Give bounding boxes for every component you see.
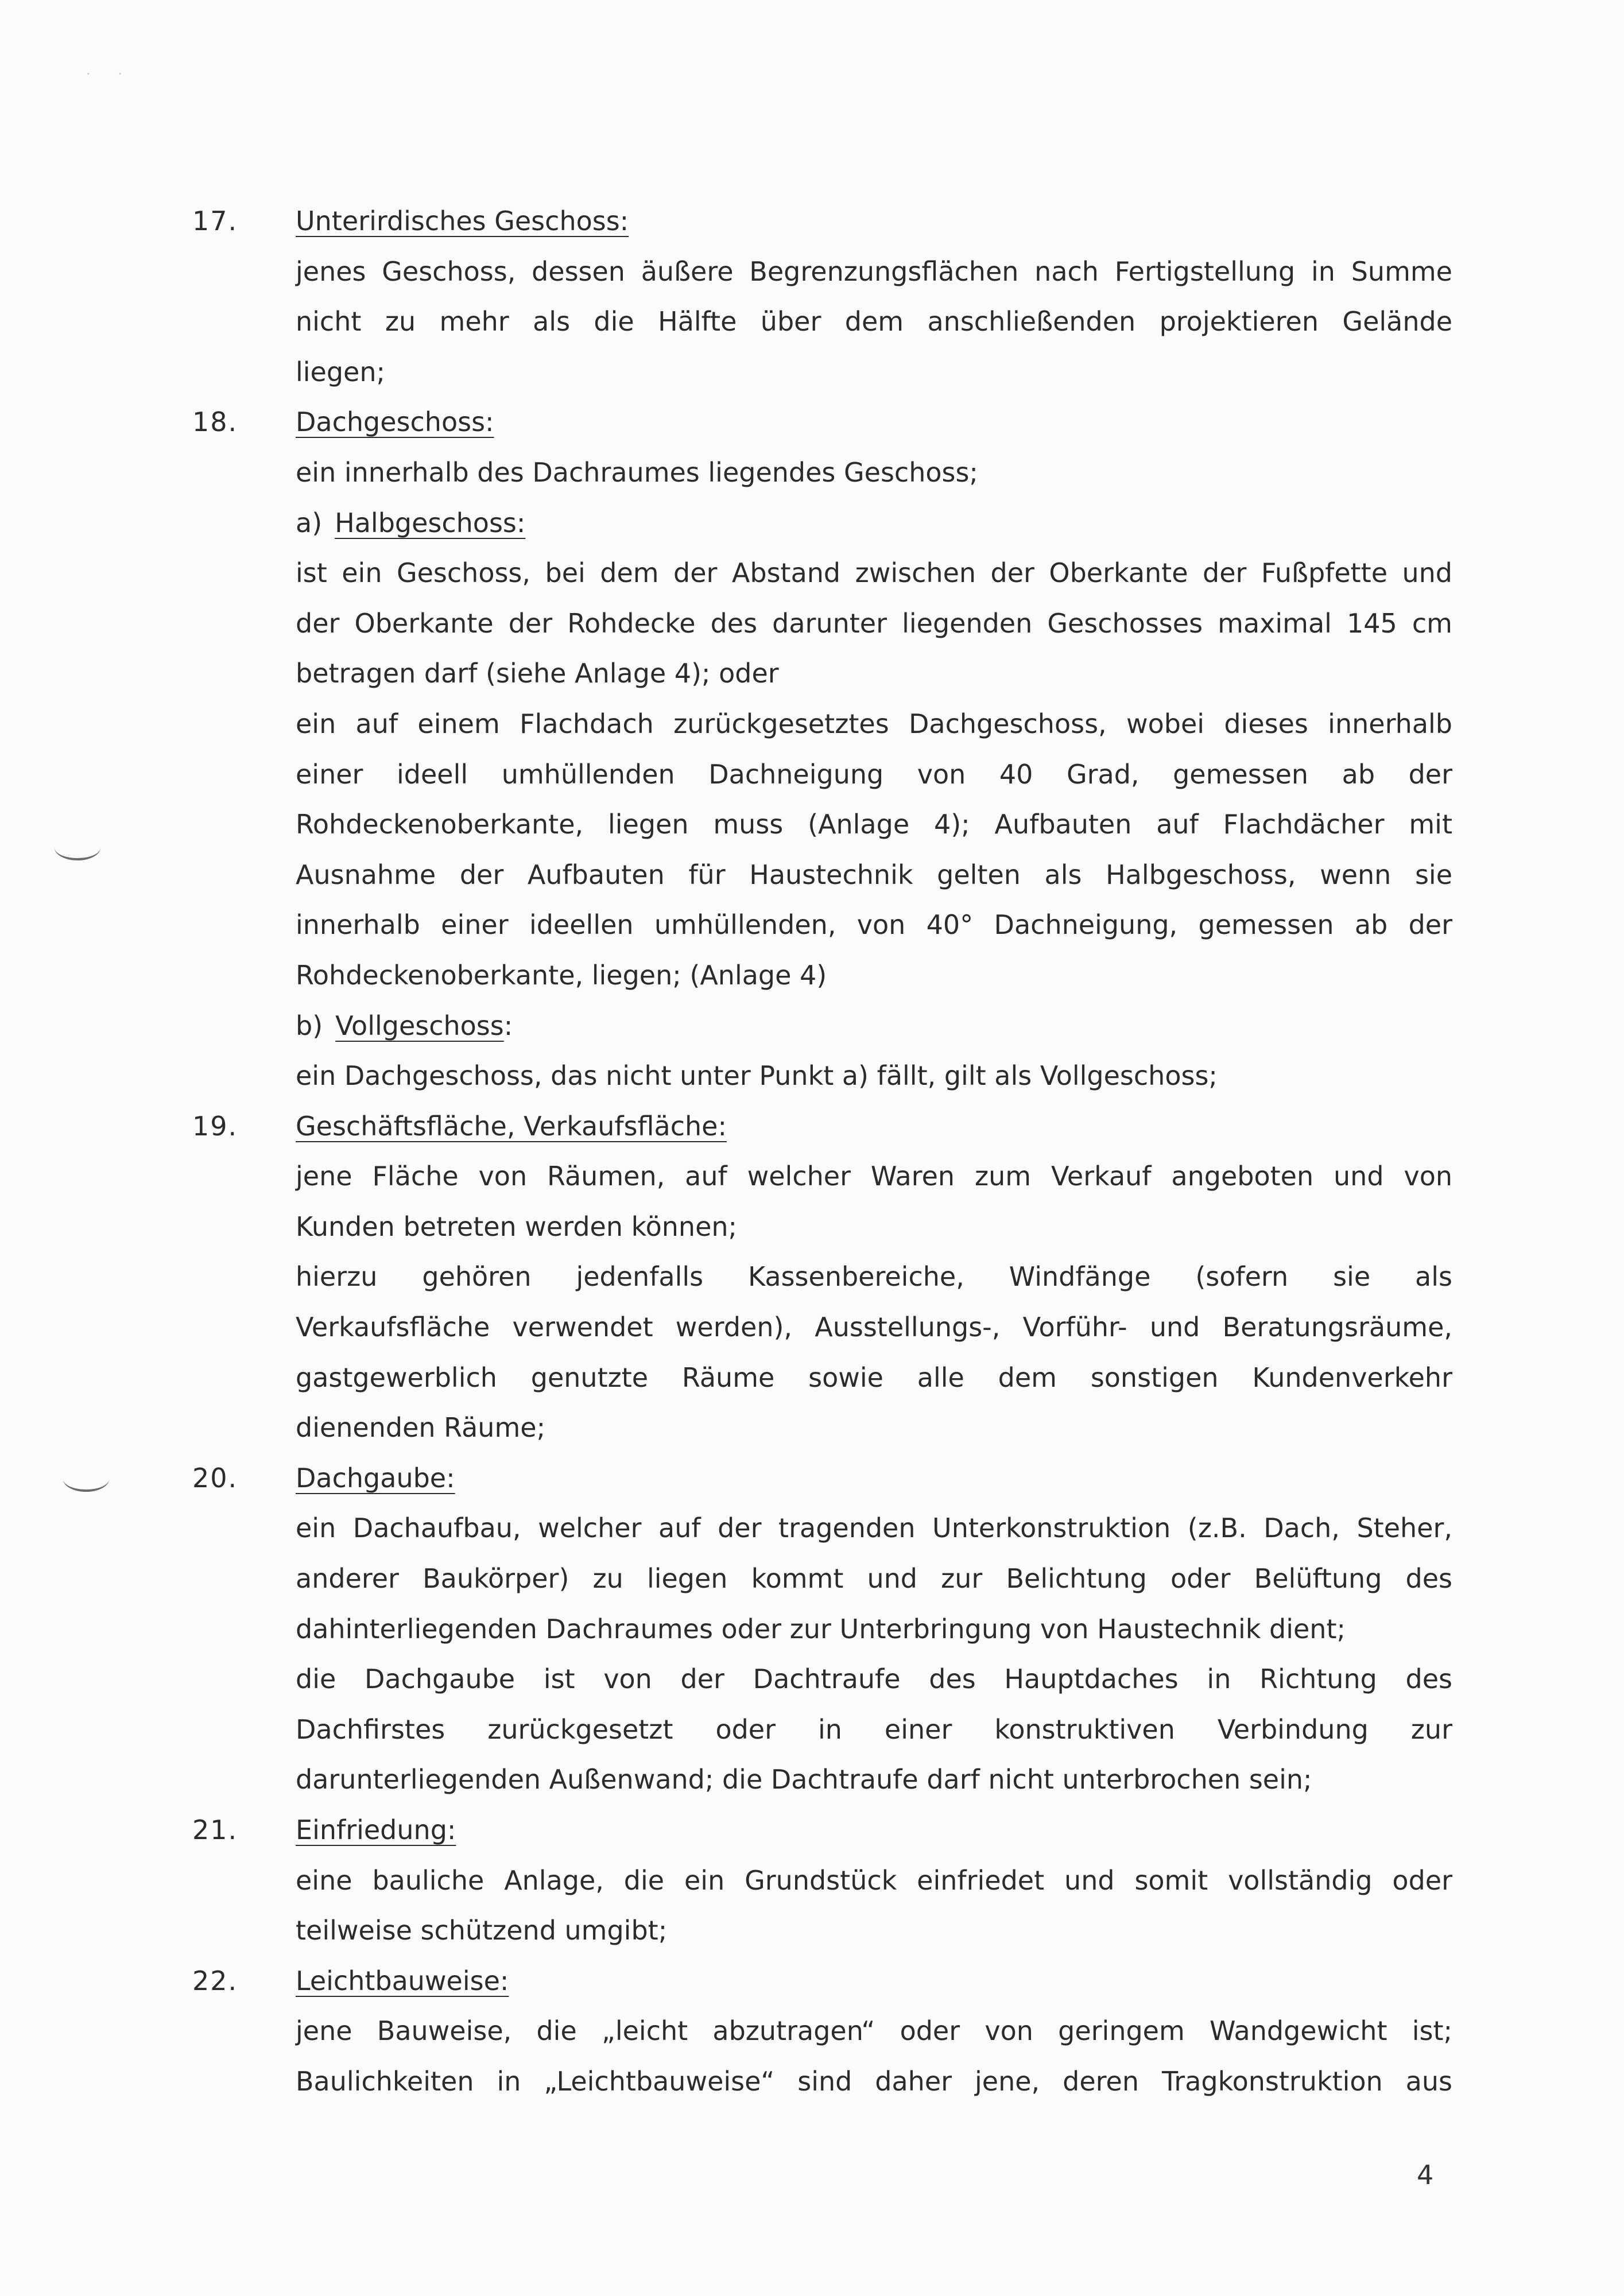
definition-item xyxy=(192,1805,1452,1956)
subitem-line: Rohdeckenoberkante, liegen muss (Anlage 4); Aufbauten auf Flachdächer mit xyxy=(296,809,1452,840)
definition-item xyxy=(192,397,1452,1101)
punch-hole-mark xyxy=(55,835,100,860)
definition-item xyxy=(192,1453,1452,1805)
item-line: Dachfirstes zurückgesetzt oder in einer konstruktiven Verbindung zur xyxy=(296,1713,1452,1745)
subitem-line: innerhalb einer ideellen umhüllenden, von 40° Dachneigung, gemessen ab der xyxy=(296,909,1452,941)
definition-item xyxy=(192,1102,1452,1453)
subitem-line: einer ideell umhüllenden Dachneigung von 40 Grad, gemessen ab der xyxy=(296,758,1452,790)
punch-hole-mark xyxy=(63,1467,109,1492)
item-number: 18. xyxy=(192,406,238,438)
item-heading: Leichtbauweise: xyxy=(296,1965,509,1996)
item-line: Verkaufsfläche verwendet werden), Ausstellungs-, Vorführ- und Beratungsräume, xyxy=(296,1312,1452,1343)
item-number: 19. xyxy=(192,1110,238,1142)
item-line: Baulichkeiten in „Leichtbauweise“ sind daher jene, deren Tragkonstruktion aus xyxy=(296,2065,1452,2097)
item-line: anderer Baukörper) zu liegen kommt und zur Belichtung oder Belüftung des xyxy=(296,1563,1452,1595)
definition-item xyxy=(192,196,1452,397)
subitem-label: a) xyxy=(296,507,323,538)
subitem-label: b) xyxy=(296,1010,323,1041)
subitem-line: betragen darf (siehe Anlage 4); oder xyxy=(296,658,779,689)
subitem-line: Rohdeckenoberkante, liegen; (Anlage 4) xyxy=(296,959,827,991)
item-line: eine bauliche Anlage, die ein Grundstück einfriedet und somit vollständig oder xyxy=(296,1864,1452,1896)
item-line: dahinterliegenden Dachraumes oder zur Unterbringung von Haustechnik dient; xyxy=(296,1613,1346,1645)
item-line: darunterliegenden Außenwand; die Dachtraufe darf nicht unterbrochen sein; xyxy=(296,1764,1312,1795)
item-line: ein Dachaufbau, welcher auf der tragenden Unterkonstruktion (z.B. Dach, Steher, xyxy=(296,1512,1452,1544)
item-line: jene Bauweise, die „leicht abzutragen“ oder von geringem Wandgewicht ist; xyxy=(296,2015,1452,2047)
subitem-line: ein Dachgeschoss, das nicht unter Punkt a) fällt, gilt als Vollgeschoss; xyxy=(296,1060,1218,1092)
definitions-list xyxy=(192,196,1452,2107)
subitem-heading: Halbgeschoss: xyxy=(335,507,526,538)
item-line: die Dachgaube ist von der Dachtraufe des Hauptdaches in Richtung des xyxy=(296,1663,1452,1695)
item-heading: Unterirdisches Geschoss: xyxy=(296,205,629,236)
item-number: 17. xyxy=(192,205,238,236)
item-line: liegen; xyxy=(296,356,386,387)
item-heading: Geschäftsfläche, Verkaufsfläche: xyxy=(296,1110,727,1142)
item-heading: Dachgeschoss: xyxy=(296,406,494,438)
definition-item xyxy=(192,1956,1452,2107)
item-line: nicht zu mehr als die Hälfte über dem anschließenden projektieren Gelände xyxy=(296,306,1452,338)
subitem-line: ein auf einem Flachdach zurückgesetztes Dachgeschoss, wobei dieses innerhalb xyxy=(296,708,1452,739)
page-number: 4 xyxy=(1417,2159,1434,2190)
item-number: 22. xyxy=(192,1965,238,1996)
scan-speck: · · xyxy=(86,66,134,82)
subitem-line: Ausnahme der Aufbauten für Haustechnik gelten als Halbgeschoss, wenn sie xyxy=(296,859,1452,890)
subitem-heading-suffix: : xyxy=(503,1010,513,1041)
item-number: 20. xyxy=(192,1462,238,1494)
item-line: dienenden Räume; xyxy=(296,1412,546,1444)
item-line: hierzu gehören jedenfalls Kassenbereiche, Windfänge (sofern sie als xyxy=(296,1261,1452,1293)
subitem-line: der Oberkante der Rohdecke des darunter liegenden Geschosses maximal 145 cm xyxy=(296,607,1452,639)
item-heading: Dachgaube: xyxy=(296,1462,455,1494)
item-line: gastgewerblich genutzte Räume sowie alle dem sonstigen Kundenverkehr xyxy=(296,1362,1452,1393)
subitem-heading-row xyxy=(296,498,1452,549)
item-line: jene Fläche von Räumen, auf welcher Waren zum Verkauf angeboten und von xyxy=(296,1161,1452,1192)
item-line: ein innerhalb des Dachraumes liegendes Geschoss; xyxy=(296,456,978,488)
subitem-line: ist ein Geschoss, bei dem der Abstand zwischen der Oberkante der Fußpfette und xyxy=(296,557,1452,589)
subitem-heading: Vollgeschoss xyxy=(335,1010,504,1041)
item-heading: Einfriedung: xyxy=(296,1814,456,1845)
item-line: teilweise schützend umgibt; xyxy=(296,1915,668,1946)
item-line: Kunden betreten werden können; xyxy=(296,1211,738,1242)
item-number: 21. xyxy=(192,1814,238,1845)
item-line: jenes Geschoss, dessen äußere Begrenzungsflächen nach Fertigstellung in Summe xyxy=(296,255,1452,287)
subitem-heading-row xyxy=(296,1001,1452,1052)
